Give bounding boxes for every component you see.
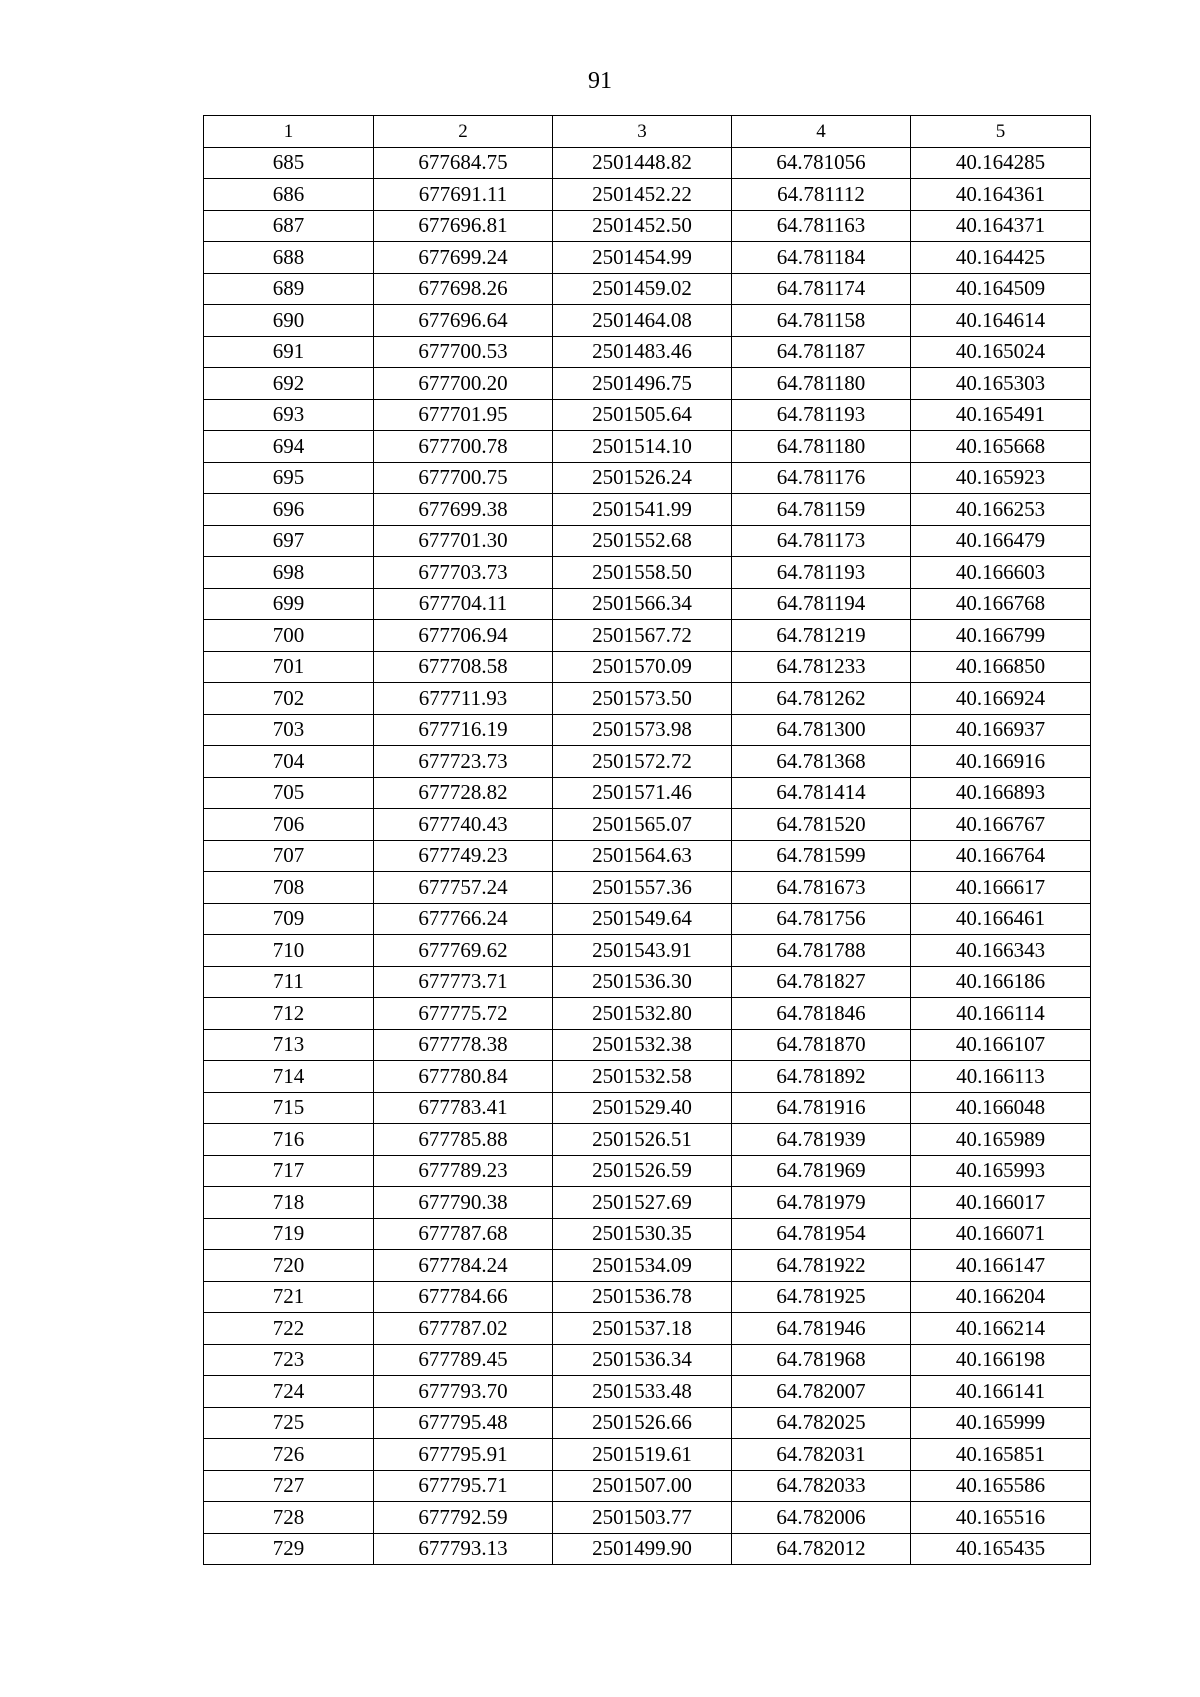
table-cell-col-1: 718 xyxy=(204,1187,374,1219)
table-cell-col-5: 40.164371 xyxy=(911,210,1091,242)
table-cell-col-3: 2501570.09 xyxy=(553,651,732,683)
table-cell-col-4: 64.781788 xyxy=(732,935,911,967)
table-cell-col-1: 705 xyxy=(204,777,374,809)
table-cell-col-4: 64.781112 xyxy=(732,179,911,211)
table-cell-col-4: 64.781300 xyxy=(732,714,911,746)
table-cell-col-3: 2501541.99 xyxy=(553,494,732,526)
table-cell-col-3: 2501532.58 xyxy=(553,1061,732,1093)
table-cell-col-5: 40.166893 xyxy=(911,777,1091,809)
table-cell-col-1: 723 xyxy=(204,1344,374,1376)
table-cell-col-2: 677704.11 xyxy=(374,588,553,620)
table-cell-col-2: 677706.94 xyxy=(374,620,553,652)
table-cell-col-1: 704 xyxy=(204,746,374,778)
table-cell-col-5: 40.166048 xyxy=(911,1092,1091,1124)
table-cell-col-5: 40.166937 xyxy=(911,714,1091,746)
table-row xyxy=(204,1092,1091,1124)
table-cell-col-4: 64.781969 xyxy=(732,1155,911,1187)
table-cell-col-4: 64.782006 xyxy=(732,1502,911,1534)
table-cell-col-2: 677780.84 xyxy=(374,1061,553,1093)
table-cell-col-2: 677784.66 xyxy=(374,1281,553,1313)
table-cell-col-5: 40.166204 xyxy=(911,1281,1091,1313)
table-cell-col-1: 691 xyxy=(204,336,374,368)
table-row xyxy=(204,147,1091,179)
table-cell-col-5: 40.166479 xyxy=(911,525,1091,557)
table-cell-col-2: 677740.43 xyxy=(374,809,553,841)
table-row xyxy=(204,399,1091,431)
table-row xyxy=(204,966,1091,998)
table-cell-col-5: 40.165923 xyxy=(911,462,1091,494)
table-cell-col-3: 2501536.78 xyxy=(553,1281,732,1313)
table-cell-col-3: 2501532.80 xyxy=(553,998,732,1030)
table-cell-col-1: 687 xyxy=(204,210,374,242)
table-cell-col-1: 706 xyxy=(204,809,374,841)
table-cell-col-5: 40.166114 xyxy=(911,998,1091,1030)
column-header-2: 2 xyxy=(374,116,553,148)
table-cell-col-1: 724 xyxy=(204,1376,374,1408)
table-row xyxy=(204,809,1091,841)
table-row xyxy=(204,1061,1091,1093)
table-row xyxy=(204,210,1091,242)
table-cell-col-2: 677795.48 xyxy=(374,1407,553,1439)
table-row xyxy=(204,651,1091,683)
table-cell-col-5: 40.165989 xyxy=(911,1124,1091,1156)
table-cell-col-4: 64.781673 xyxy=(732,872,911,904)
table-row xyxy=(204,1187,1091,1219)
table-cell-col-2: 677795.71 xyxy=(374,1470,553,1502)
table-cell-col-4: 64.781158 xyxy=(732,305,911,337)
table-cell-col-2: 677699.24 xyxy=(374,242,553,274)
table-cell-col-3: 2501573.98 xyxy=(553,714,732,746)
table-cell-col-5: 40.165435 xyxy=(911,1533,1091,1565)
table-cell-col-2: 677698.26 xyxy=(374,273,553,305)
table-cell-col-2: 677700.53 xyxy=(374,336,553,368)
table-cell-col-2: 677790.38 xyxy=(374,1187,553,1219)
table-cell-col-1: 726 xyxy=(204,1439,374,1471)
table-cell-col-4: 64.782025 xyxy=(732,1407,911,1439)
table-cell-col-1: 697 xyxy=(204,525,374,557)
table-row xyxy=(204,588,1091,620)
table-cell-col-3: 2501459.02 xyxy=(553,273,732,305)
table-row xyxy=(204,1376,1091,1408)
table-row xyxy=(204,1407,1091,1439)
table-cell-col-1: 692 xyxy=(204,368,374,400)
table-cell-col-4: 64.781193 xyxy=(732,399,911,431)
table-row xyxy=(204,1470,1091,1502)
table-row xyxy=(204,620,1091,652)
table-cell-col-2: 677691.11 xyxy=(374,179,553,211)
table-cell-col-1: 696 xyxy=(204,494,374,526)
table-cell-col-3: 2501549.64 xyxy=(553,903,732,935)
table-cell-col-1: 693 xyxy=(204,399,374,431)
table-cell-col-3: 2501534.09 xyxy=(553,1250,732,1282)
table-row xyxy=(204,1439,1091,1471)
table-row xyxy=(204,903,1091,935)
table-cell-col-2: 677785.88 xyxy=(374,1124,553,1156)
table-cell-col-4: 64.782007 xyxy=(732,1376,911,1408)
table-row xyxy=(204,714,1091,746)
table-cell-col-5: 40.166253 xyxy=(911,494,1091,526)
column-header-3: 3 xyxy=(553,116,732,148)
table-body xyxy=(204,147,1091,1565)
table-cell-col-1: 727 xyxy=(204,1470,374,1502)
table-cell-col-3: 2501529.40 xyxy=(553,1092,732,1124)
table-cell-col-1: 702 xyxy=(204,683,374,715)
table-cell-col-2: 677701.95 xyxy=(374,399,553,431)
table-cell-col-3: 2501543.91 xyxy=(553,935,732,967)
table-cell-col-2: 677789.23 xyxy=(374,1155,553,1187)
page-number: 91 xyxy=(588,68,612,94)
table-cell-col-4: 64.781159 xyxy=(732,494,911,526)
table-cell-col-1: 708 xyxy=(204,872,374,904)
table-cell-col-5: 40.166113 xyxy=(911,1061,1091,1093)
table-row xyxy=(204,525,1091,557)
table-cell-col-3: 2501572.72 xyxy=(553,746,732,778)
table-cell-col-3: 2501566.34 xyxy=(553,588,732,620)
table-cell-col-4: 64.781056 xyxy=(732,147,911,179)
table-row xyxy=(204,1029,1091,1061)
table-cell-col-5: 40.165491 xyxy=(911,399,1091,431)
table-cell-col-4: 64.781233 xyxy=(732,651,911,683)
table-cell-col-4: 64.781174 xyxy=(732,273,911,305)
table-cell-col-3: 2501483.46 xyxy=(553,336,732,368)
table-row xyxy=(204,1250,1091,1282)
table-cell-col-3: 2501527.69 xyxy=(553,1187,732,1219)
table-cell-col-2: 677783.41 xyxy=(374,1092,553,1124)
table-cell-col-2: 677708.58 xyxy=(374,651,553,683)
table-cell-col-5: 40.164509 xyxy=(911,273,1091,305)
table-cell-col-2: 677696.81 xyxy=(374,210,553,242)
table-cell-col-4: 64.781187 xyxy=(732,336,911,368)
table-cell-col-3: 2501565.07 xyxy=(553,809,732,841)
table-row xyxy=(204,746,1091,778)
table-row xyxy=(204,1502,1091,1534)
table-cell-col-4: 64.781599 xyxy=(732,840,911,872)
table-cell-col-5: 40.166343 xyxy=(911,935,1091,967)
table-cell-col-1: 686 xyxy=(204,179,374,211)
table-cell-col-2: 677711.93 xyxy=(374,683,553,715)
table-row xyxy=(204,683,1091,715)
table-cell-col-4: 64.781176 xyxy=(732,462,911,494)
table-row xyxy=(204,494,1091,526)
table-cell-col-1: 712 xyxy=(204,998,374,1030)
table-cell-col-1: 701 xyxy=(204,651,374,683)
table-cell-col-2: 677778.38 xyxy=(374,1029,553,1061)
table-cell-col-1: 719 xyxy=(204,1218,374,1250)
table-cell-col-2: 677696.64 xyxy=(374,305,553,337)
table-cell-col-4: 64.781979 xyxy=(732,1187,911,1219)
table-cell-col-3: 2501552.68 xyxy=(553,525,732,557)
table-cell-col-4: 64.782031 xyxy=(732,1439,911,1471)
table-cell-col-1: 721 xyxy=(204,1281,374,1313)
table-cell-col-5: 40.166799 xyxy=(911,620,1091,652)
table-cell-col-3: 2501526.66 xyxy=(553,1407,732,1439)
table-cell-col-3: 2501567.72 xyxy=(553,620,732,652)
table-cell-col-5: 40.165999 xyxy=(911,1407,1091,1439)
table-cell-col-3: 2501507.00 xyxy=(553,1470,732,1502)
table-cell-col-3: 2501452.50 xyxy=(553,210,732,242)
table-cell-col-1: 699 xyxy=(204,588,374,620)
table-cell-col-1: 688 xyxy=(204,242,374,274)
table-cell-col-5: 40.165586 xyxy=(911,1470,1091,1502)
table-cell-col-5: 40.164285 xyxy=(911,147,1091,179)
table-cell-col-3: 2501536.34 xyxy=(553,1344,732,1376)
table-cell-col-5: 40.166850 xyxy=(911,651,1091,683)
table-cell-col-2: 677716.19 xyxy=(374,714,553,746)
table-cell-col-3: 2501464.08 xyxy=(553,305,732,337)
table-row xyxy=(204,872,1091,904)
table-cell-col-2: 677728.82 xyxy=(374,777,553,809)
table-cell-col-2: 677789.45 xyxy=(374,1344,553,1376)
table-cell-col-2: 677775.72 xyxy=(374,998,553,1030)
table-cell-col-2: 677701.30 xyxy=(374,525,553,557)
table-cell-col-4: 64.781180 xyxy=(732,431,911,463)
table-row xyxy=(204,336,1091,368)
table-cell-col-3: 2501533.48 xyxy=(553,1376,732,1408)
table-cell-col-1: 707 xyxy=(204,840,374,872)
table-cell-col-4: 64.781184 xyxy=(732,242,911,274)
column-header-4: 4 xyxy=(732,116,911,148)
table-cell-col-5: 40.166617 xyxy=(911,872,1091,904)
table-cell-col-4: 64.781939 xyxy=(732,1124,911,1156)
table-cell-col-1: 715 xyxy=(204,1092,374,1124)
table-cell-col-4: 64.781846 xyxy=(732,998,911,1030)
table-cell-col-5: 40.166141 xyxy=(911,1376,1091,1408)
column-header-5: 5 xyxy=(911,116,1091,148)
table-cell-col-1: 716 xyxy=(204,1124,374,1156)
table-cell-col-2: 677787.68 xyxy=(374,1218,553,1250)
table-cell-col-4: 64.781916 xyxy=(732,1092,911,1124)
table-cell-col-4: 64.781368 xyxy=(732,746,911,778)
table-cell-col-3: 2501519.61 xyxy=(553,1439,732,1471)
table-cell-col-2: 677700.20 xyxy=(374,368,553,400)
table-row xyxy=(204,1155,1091,1187)
table-cell-col-4: 64.781925 xyxy=(732,1281,911,1313)
table-cell-col-1: 728 xyxy=(204,1502,374,1534)
table-cell-col-4: 64.781756 xyxy=(732,903,911,935)
table-cell-col-4: 64.781922 xyxy=(732,1250,911,1282)
table-cell-col-5: 40.166924 xyxy=(911,683,1091,715)
table-cell-col-3: 2501454.99 xyxy=(553,242,732,274)
table-cell-col-3: 2501505.64 xyxy=(553,399,732,431)
table-cell-col-2: 677766.24 xyxy=(374,903,553,935)
table-cell-col-1: 714 xyxy=(204,1061,374,1093)
table-cell-col-2: 677684.75 xyxy=(374,147,553,179)
table-row xyxy=(204,1124,1091,1156)
table-row xyxy=(204,777,1091,809)
table-row xyxy=(204,179,1091,211)
table-row xyxy=(204,431,1091,463)
table-cell-col-5: 40.165668 xyxy=(911,431,1091,463)
table-cell-col-3: 2501532.38 xyxy=(553,1029,732,1061)
table-cell-col-1: 685 xyxy=(204,147,374,179)
table-cell-col-4: 64.781193 xyxy=(732,557,911,589)
table-cell-col-4: 64.781520 xyxy=(732,809,911,841)
table-cell-col-3: 2501526.59 xyxy=(553,1155,732,1187)
table-row xyxy=(204,368,1091,400)
table-cell-col-1: 695 xyxy=(204,462,374,494)
coordinates-table xyxy=(203,115,1091,1565)
table-cell-col-5: 40.165303 xyxy=(911,368,1091,400)
table-cell-col-2: 677749.23 xyxy=(374,840,553,872)
table-cell-col-5: 40.164361 xyxy=(911,179,1091,211)
table-cell-col-4: 64.781414 xyxy=(732,777,911,809)
table-cell-col-3: 2501448.82 xyxy=(553,147,732,179)
table-cell-col-4: 64.781968 xyxy=(732,1344,911,1376)
table-cell-col-3: 2501496.75 xyxy=(553,368,732,400)
table-cell-col-1: 717 xyxy=(204,1155,374,1187)
table-cell-col-3: 2501526.24 xyxy=(553,462,732,494)
table-cell-col-1: 710 xyxy=(204,935,374,967)
table-cell-col-3: 2501564.63 xyxy=(553,840,732,872)
table-cell-col-1: 711 xyxy=(204,966,374,998)
table-cell-col-2: 677700.78 xyxy=(374,431,553,463)
table-cell-col-2: 677793.13 xyxy=(374,1533,553,1565)
table-cell-col-2: 677723.73 xyxy=(374,746,553,778)
table-cell-col-1: 709 xyxy=(204,903,374,935)
table-cell-col-3: 2501526.51 xyxy=(553,1124,732,1156)
table-row xyxy=(204,557,1091,589)
table-row xyxy=(204,1344,1091,1376)
table-cell-col-4: 64.781870 xyxy=(732,1029,911,1061)
table-cell-col-5: 40.166071 xyxy=(911,1218,1091,1250)
table-cell-col-4: 64.781180 xyxy=(732,368,911,400)
table-cell-col-2: 677787.02 xyxy=(374,1313,553,1345)
table-cell-col-5: 40.166461 xyxy=(911,903,1091,935)
table-cell-col-1: 729 xyxy=(204,1533,374,1565)
table-cell-col-2: 677792.59 xyxy=(374,1502,553,1534)
table-cell-col-4: 64.781262 xyxy=(732,683,911,715)
header-row xyxy=(204,116,1091,148)
table-cell-col-5: 40.166916 xyxy=(911,746,1091,778)
table-header xyxy=(204,116,1091,148)
table-row xyxy=(204,1281,1091,1313)
table-cell-col-1: 694 xyxy=(204,431,374,463)
table-cell-col-3: 2501537.18 xyxy=(553,1313,732,1345)
table-row xyxy=(204,1218,1091,1250)
table-cell-col-3: 2501452.22 xyxy=(553,179,732,211)
table-row xyxy=(204,462,1091,494)
table-cell-col-2: 677773.71 xyxy=(374,966,553,998)
table-cell-col-4: 64.781173 xyxy=(732,525,911,557)
table-cell-col-5: 40.165516 xyxy=(911,1502,1091,1534)
table-cell-col-4: 64.782012 xyxy=(732,1533,911,1565)
table-cell-col-4: 64.781892 xyxy=(732,1061,911,1093)
table-cell-col-4: 64.781219 xyxy=(732,620,911,652)
table-cell-col-5: 40.166764 xyxy=(911,840,1091,872)
table-cell-col-5: 40.166198 xyxy=(911,1344,1091,1376)
table-row xyxy=(204,273,1091,305)
table-cell-col-3: 2501499.90 xyxy=(553,1533,732,1565)
table-cell-col-3: 2501558.50 xyxy=(553,557,732,589)
table-cell-col-3: 2501571.46 xyxy=(553,777,732,809)
table-row xyxy=(204,242,1091,274)
table-cell-col-5: 40.164425 xyxy=(911,242,1091,274)
column-header-1: 1 xyxy=(204,116,374,148)
table-cell-col-5: 40.166214 xyxy=(911,1313,1091,1345)
table-cell-col-4: 64.781194 xyxy=(732,588,911,620)
table-cell-col-1: 720 xyxy=(204,1250,374,1282)
table-cell-col-5: 40.166107 xyxy=(911,1029,1091,1061)
table-cell-col-3: 2501503.77 xyxy=(553,1502,732,1534)
table-cell-col-1: 713 xyxy=(204,1029,374,1061)
table-cell-col-5: 40.166767 xyxy=(911,809,1091,841)
table-cell-col-1: 703 xyxy=(204,714,374,746)
table-row xyxy=(204,998,1091,1030)
table-cell-col-1: 689 xyxy=(204,273,374,305)
table-cell-col-5: 40.166768 xyxy=(911,588,1091,620)
table-cell-col-4: 64.781827 xyxy=(732,966,911,998)
table-cell-col-2: 677793.70 xyxy=(374,1376,553,1408)
table-cell-col-3: 2501514.10 xyxy=(553,431,732,463)
table-cell-col-4: 64.781946 xyxy=(732,1313,911,1345)
table-cell-col-1: 690 xyxy=(204,305,374,337)
table-cell-col-4: 64.781163 xyxy=(732,210,911,242)
table-cell-col-2: 677784.24 xyxy=(374,1250,553,1282)
table-cell-col-5: 40.166186 xyxy=(911,966,1091,998)
table-row xyxy=(204,935,1091,967)
table-cell-col-2: 677769.62 xyxy=(374,935,553,967)
table-row xyxy=(204,1313,1091,1345)
table-row xyxy=(204,840,1091,872)
table-row xyxy=(204,1533,1091,1565)
table-cell-col-2: 677757.24 xyxy=(374,872,553,904)
table-cell-col-3: 2501530.35 xyxy=(553,1218,732,1250)
table-cell-col-3: 2501536.30 xyxy=(553,966,732,998)
table-cell-col-5: 40.164614 xyxy=(911,305,1091,337)
table-cell-col-2: 677703.73 xyxy=(374,557,553,589)
table-cell-col-4: 64.781954 xyxy=(732,1218,911,1250)
table-cell-col-1: 700 xyxy=(204,620,374,652)
table-cell-col-2: 677699.38 xyxy=(374,494,553,526)
table-cell-col-5: 40.165024 xyxy=(911,336,1091,368)
table-cell-col-4: 64.782033 xyxy=(732,1470,911,1502)
table-cell-col-3: 2501573.50 xyxy=(553,683,732,715)
table-cell-col-5: 40.166017 xyxy=(911,1187,1091,1219)
table-cell-col-5: 40.166147 xyxy=(911,1250,1091,1282)
table-row xyxy=(204,305,1091,337)
table-cell-col-2: 677700.75 xyxy=(374,462,553,494)
table-cell-col-2: 677795.91 xyxy=(374,1439,553,1471)
table-cell-col-3: 2501557.36 xyxy=(553,872,732,904)
table-cell-col-5: 40.165993 xyxy=(911,1155,1091,1187)
table-cell-col-1: 725 xyxy=(204,1407,374,1439)
table-cell-col-5: 40.165851 xyxy=(911,1439,1091,1471)
table-cell-col-1: 698 xyxy=(204,557,374,589)
table-cell-col-1: 722 xyxy=(204,1313,374,1345)
table-cell-col-5: 40.166603 xyxy=(911,557,1091,589)
